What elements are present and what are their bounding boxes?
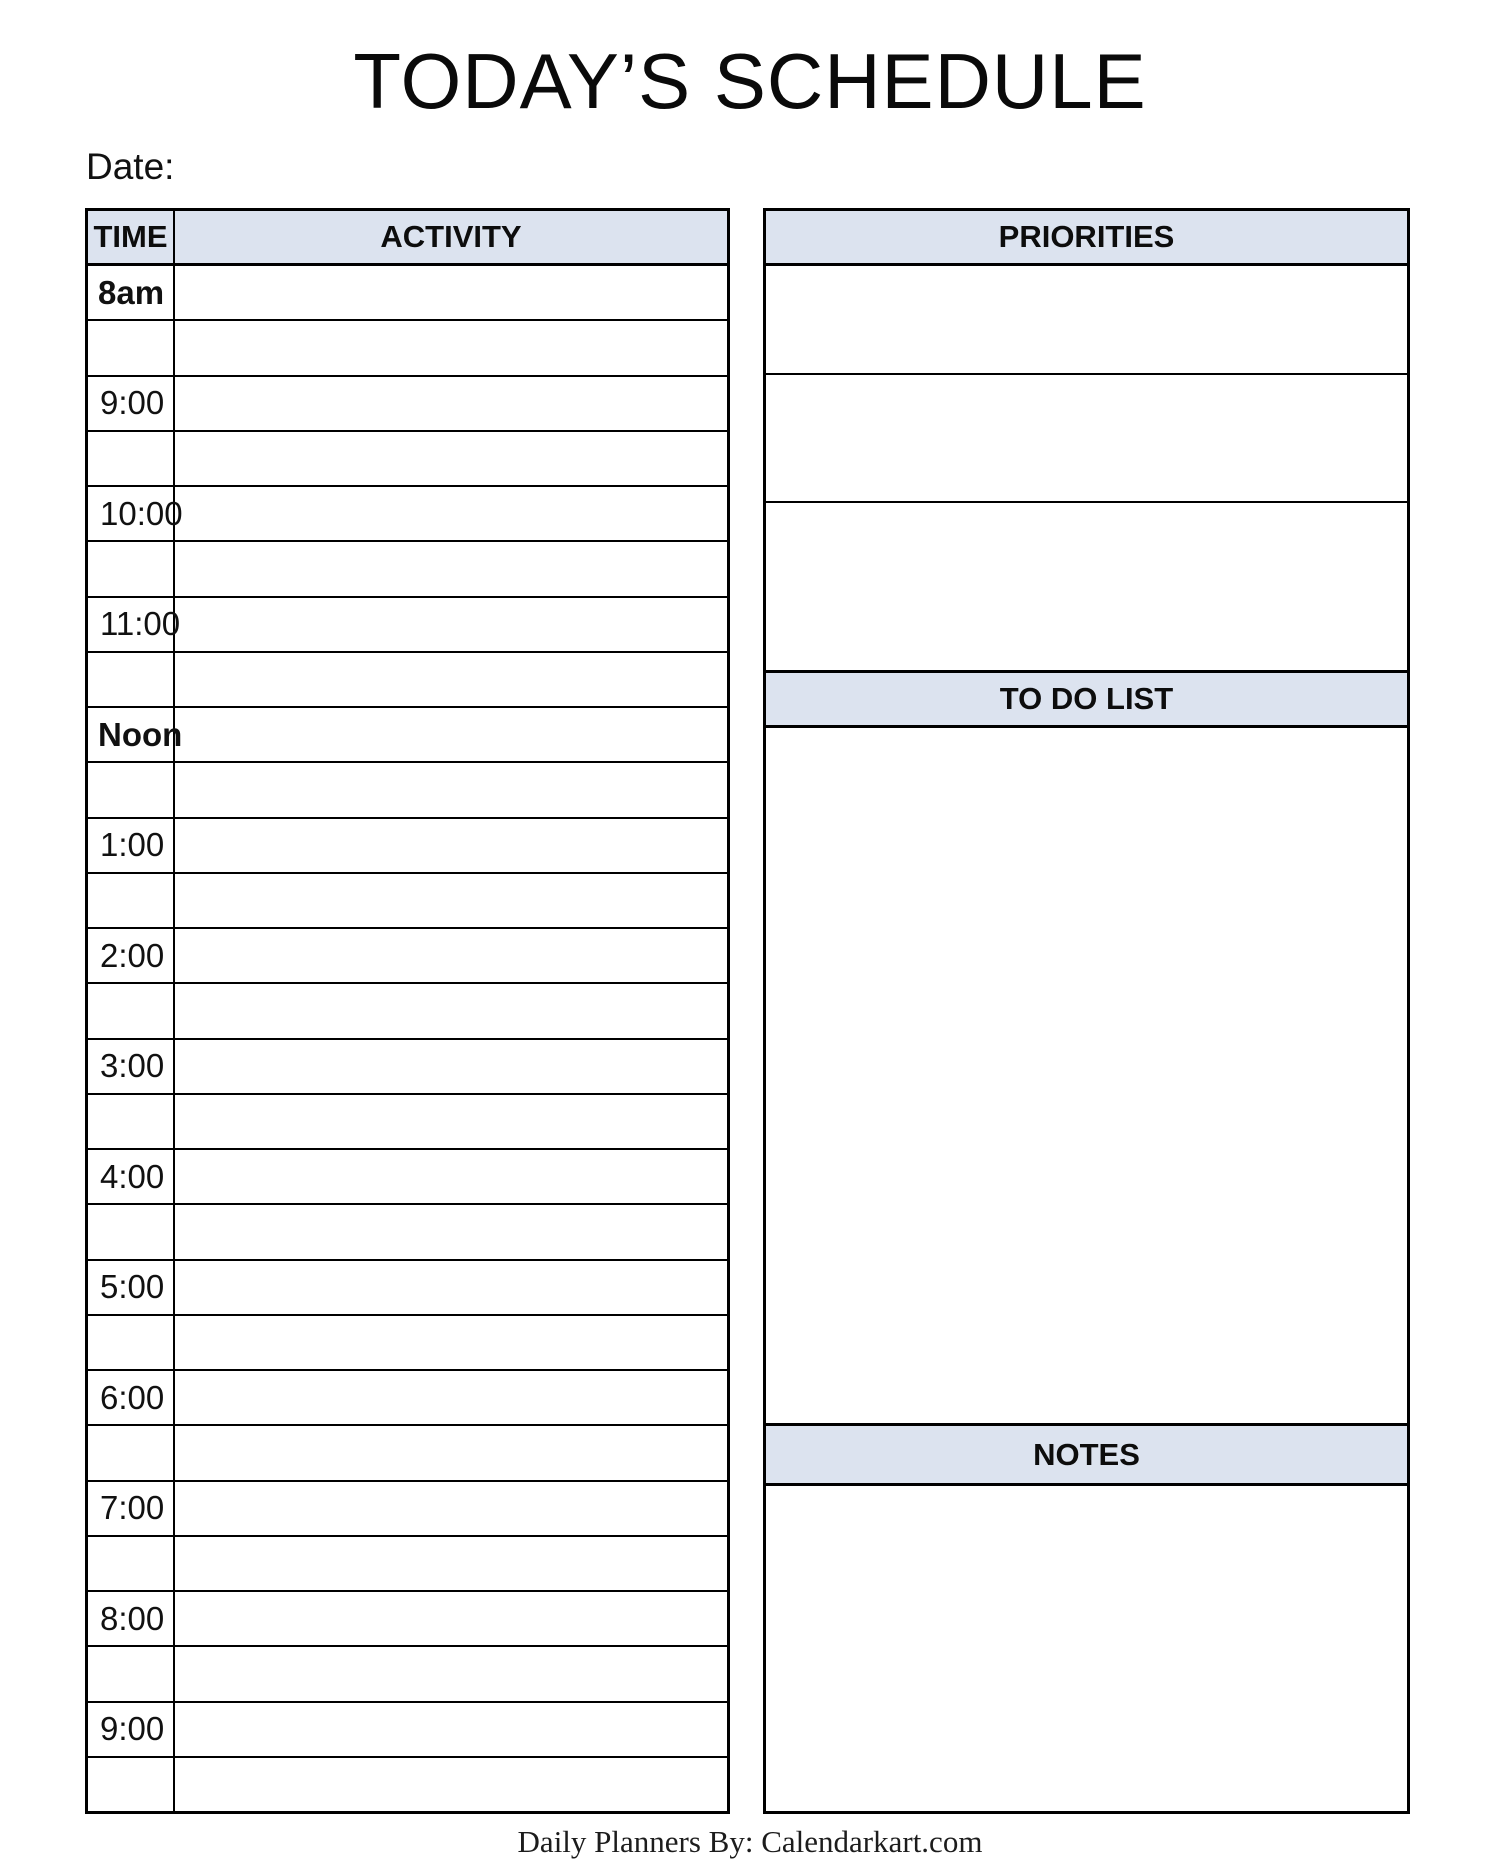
- time-label: [88, 1758, 175, 1811]
- schedule-row: [88, 653, 727, 708]
- date-label: Date:: [86, 146, 175, 188]
- time-label: 9:00: [88, 1703, 175, 1756]
- schedule-row: [88, 1426, 727, 1481]
- activity-cell[interactable]: [175, 708, 727, 761]
- activity-cell[interactable]: [175, 1647, 727, 1700]
- schedule-row: [88, 929, 727, 984]
- schedule-row: [88, 1316, 727, 1371]
- activity-cell[interactable]: [175, 266, 727, 319]
- time-label: 7:00: [88, 1482, 175, 1535]
- activity-cell[interactable]: [175, 1040, 727, 1093]
- activity-cell[interactable]: [175, 487, 727, 540]
- priority-row[interactable]: [766, 503, 1407, 673]
- priorities-header: PRIORITIES: [766, 211, 1407, 266]
- activity-cell[interactable]: [175, 1261, 727, 1314]
- schedule-row: [88, 1150, 727, 1205]
- activity-column-header: ACTIVITY: [175, 211, 727, 263]
- activity-cell[interactable]: [175, 1150, 727, 1203]
- activity-cell[interactable]: [175, 653, 727, 706]
- schedule-row: [88, 1261, 727, 1316]
- time-label: [88, 542, 175, 595]
- activity-cell[interactable]: [175, 377, 727, 430]
- schedule-row: [88, 1205, 727, 1260]
- schedule-row: [88, 321, 727, 376]
- time-label: 10:00: [88, 487, 175, 540]
- schedule-row: [88, 1592, 727, 1647]
- date-input-area[interactable]: [174, 146, 434, 188]
- time-label: [88, 1647, 175, 1700]
- activity-cell[interactable]: [175, 1482, 727, 1535]
- activity-cell[interactable]: [175, 763, 727, 816]
- schedule-rows: [88, 266, 727, 1811]
- schedule-row: [88, 1095, 727, 1150]
- activity-cell[interactable]: [175, 1592, 727, 1645]
- time-label: 11:00: [88, 598, 175, 651]
- schedule-row: [88, 819, 727, 874]
- schedule-table: [85, 208, 730, 1814]
- schedule-row: [88, 432, 727, 487]
- time-label: [88, 432, 175, 485]
- activity-cell[interactable]: [175, 819, 727, 872]
- time-label: [88, 1095, 175, 1148]
- time-label: 6:00: [88, 1371, 175, 1424]
- schedule-row: [88, 487, 727, 542]
- schedule-row: [88, 377, 727, 432]
- schedule-row: [88, 984, 727, 1039]
- schedule-row: [88, 1482, 727, 1537]
- schedule-row: [88, 874, 727, 929]
- todo-list-area[interactable]: [766, 728, 1407, 1426]
- schedule-row: [88, 1537, 727, 1592]
- schedule-table-header: [88, 211, 727, 266]
- schedule-row: [88, 1371, 727, 1426]
- time-label: 8:00: [88, 1592, 175, 1645]
- time-label: [88, 984, 175, 1037]
- activity-cell[interactable]: [175, 1537, 727, 1590]
- schedule-row: [88, 598, 727, 653]
- time-label: [88, 763, 175, 816]
- activity-cell[interactable]: [175, 874, 727, 927]
- time-label: [88, 653, 175, 706]
- notes-area[interactable]: [766, 1486, 1407, 1811]
- time-label: [88, 874, 175, 927]
- schedule-row: [88, 266, 727, 321]
- page-title: TODAY’S SCHEDULE: [353, 37, 1147, 125]
- time-column-header: TIME: [88, 211, 175, 263]
- time-label: 9:00: [88, 377, 175, 430]
- activity-cell[interactable]: [175, 1205, 727, 1258]
- schedule-row: [88, 542, 727, 597]
- time-label: [88, 1205, 175, 1258]
- time-label: [88, 1316, 175, 1369]
- schedule-row: [88, 1758, 727, 1811]
- activity-cell[interactable]: [175, 1758, 727, 1811]
- activity-cell[interactable]: [175, 598, 727, 651]
- time-label: 5:00: [88, 1261, 175, 1314]
- right-panel: [763, 208, 1410, 1814]
- activity-cell[interactable]: [175, 1426, 727, 1479]
- time-label: [88, 321, 175, 374]
- activity-cell[interactable]: [175, 1371, 727, 1424]
- time-label: 4:00: [88, 1150, 175, 1203]
- time-label: [88, 1426, 175, 1479]
- notes-header: NOTES: [766, 1426, 1407, 1486]
- time-label: 1:00: [88, 819, 175, 872]
- activity-cell[interactable]: [175, 432, 727, 485]
- schedule-row: [88, 763, 727, 818]
- priority-row[interactable]: [766, 266, 1407, 375]
- schedule-row: [88, 1040, 727, 1095]
- activity-cell[interactable]: [175, 542, 727, 595]
- activity-cell[interactable]: [175, 929, 727, 982]
- footer-credit: Daily Planners By: Calendarkart.com: [517, 1824, 983, 1859]
- schedule-row: [88, 708, 727, 763]
- activity-cell[interactable]: [175, 984, 727, 1037]
- todo-list-header: TO DO LIST: [766, 673, 1407, 728]
- priority-row[interactable]: [766, 375, 1407, 503]
- time-label: Noon: [88, 708, 175, 761]
- time-label: 8am: [88, 266, 175, 319]
- activity-cell[interactable]: [175, 321, 727, 374]
- time-label: [88, 1537, 175, 1590]
- schedule-row: [88, 1647, 727, 1702]
- time-label: 3:00: [88, 1040, 175, 1093]
- time-label: 2:00: [88, 929, 175, 982]
- schedule-row: [88, 1703, 727, 1758]
- activity-cell[interactable]: [175, 1095, 727, 1148]
- activity-cell[interactable]: [175, 1316, 727, 1369]
- activity-cell[interactable]: [175, 1703, 727, 1756]
